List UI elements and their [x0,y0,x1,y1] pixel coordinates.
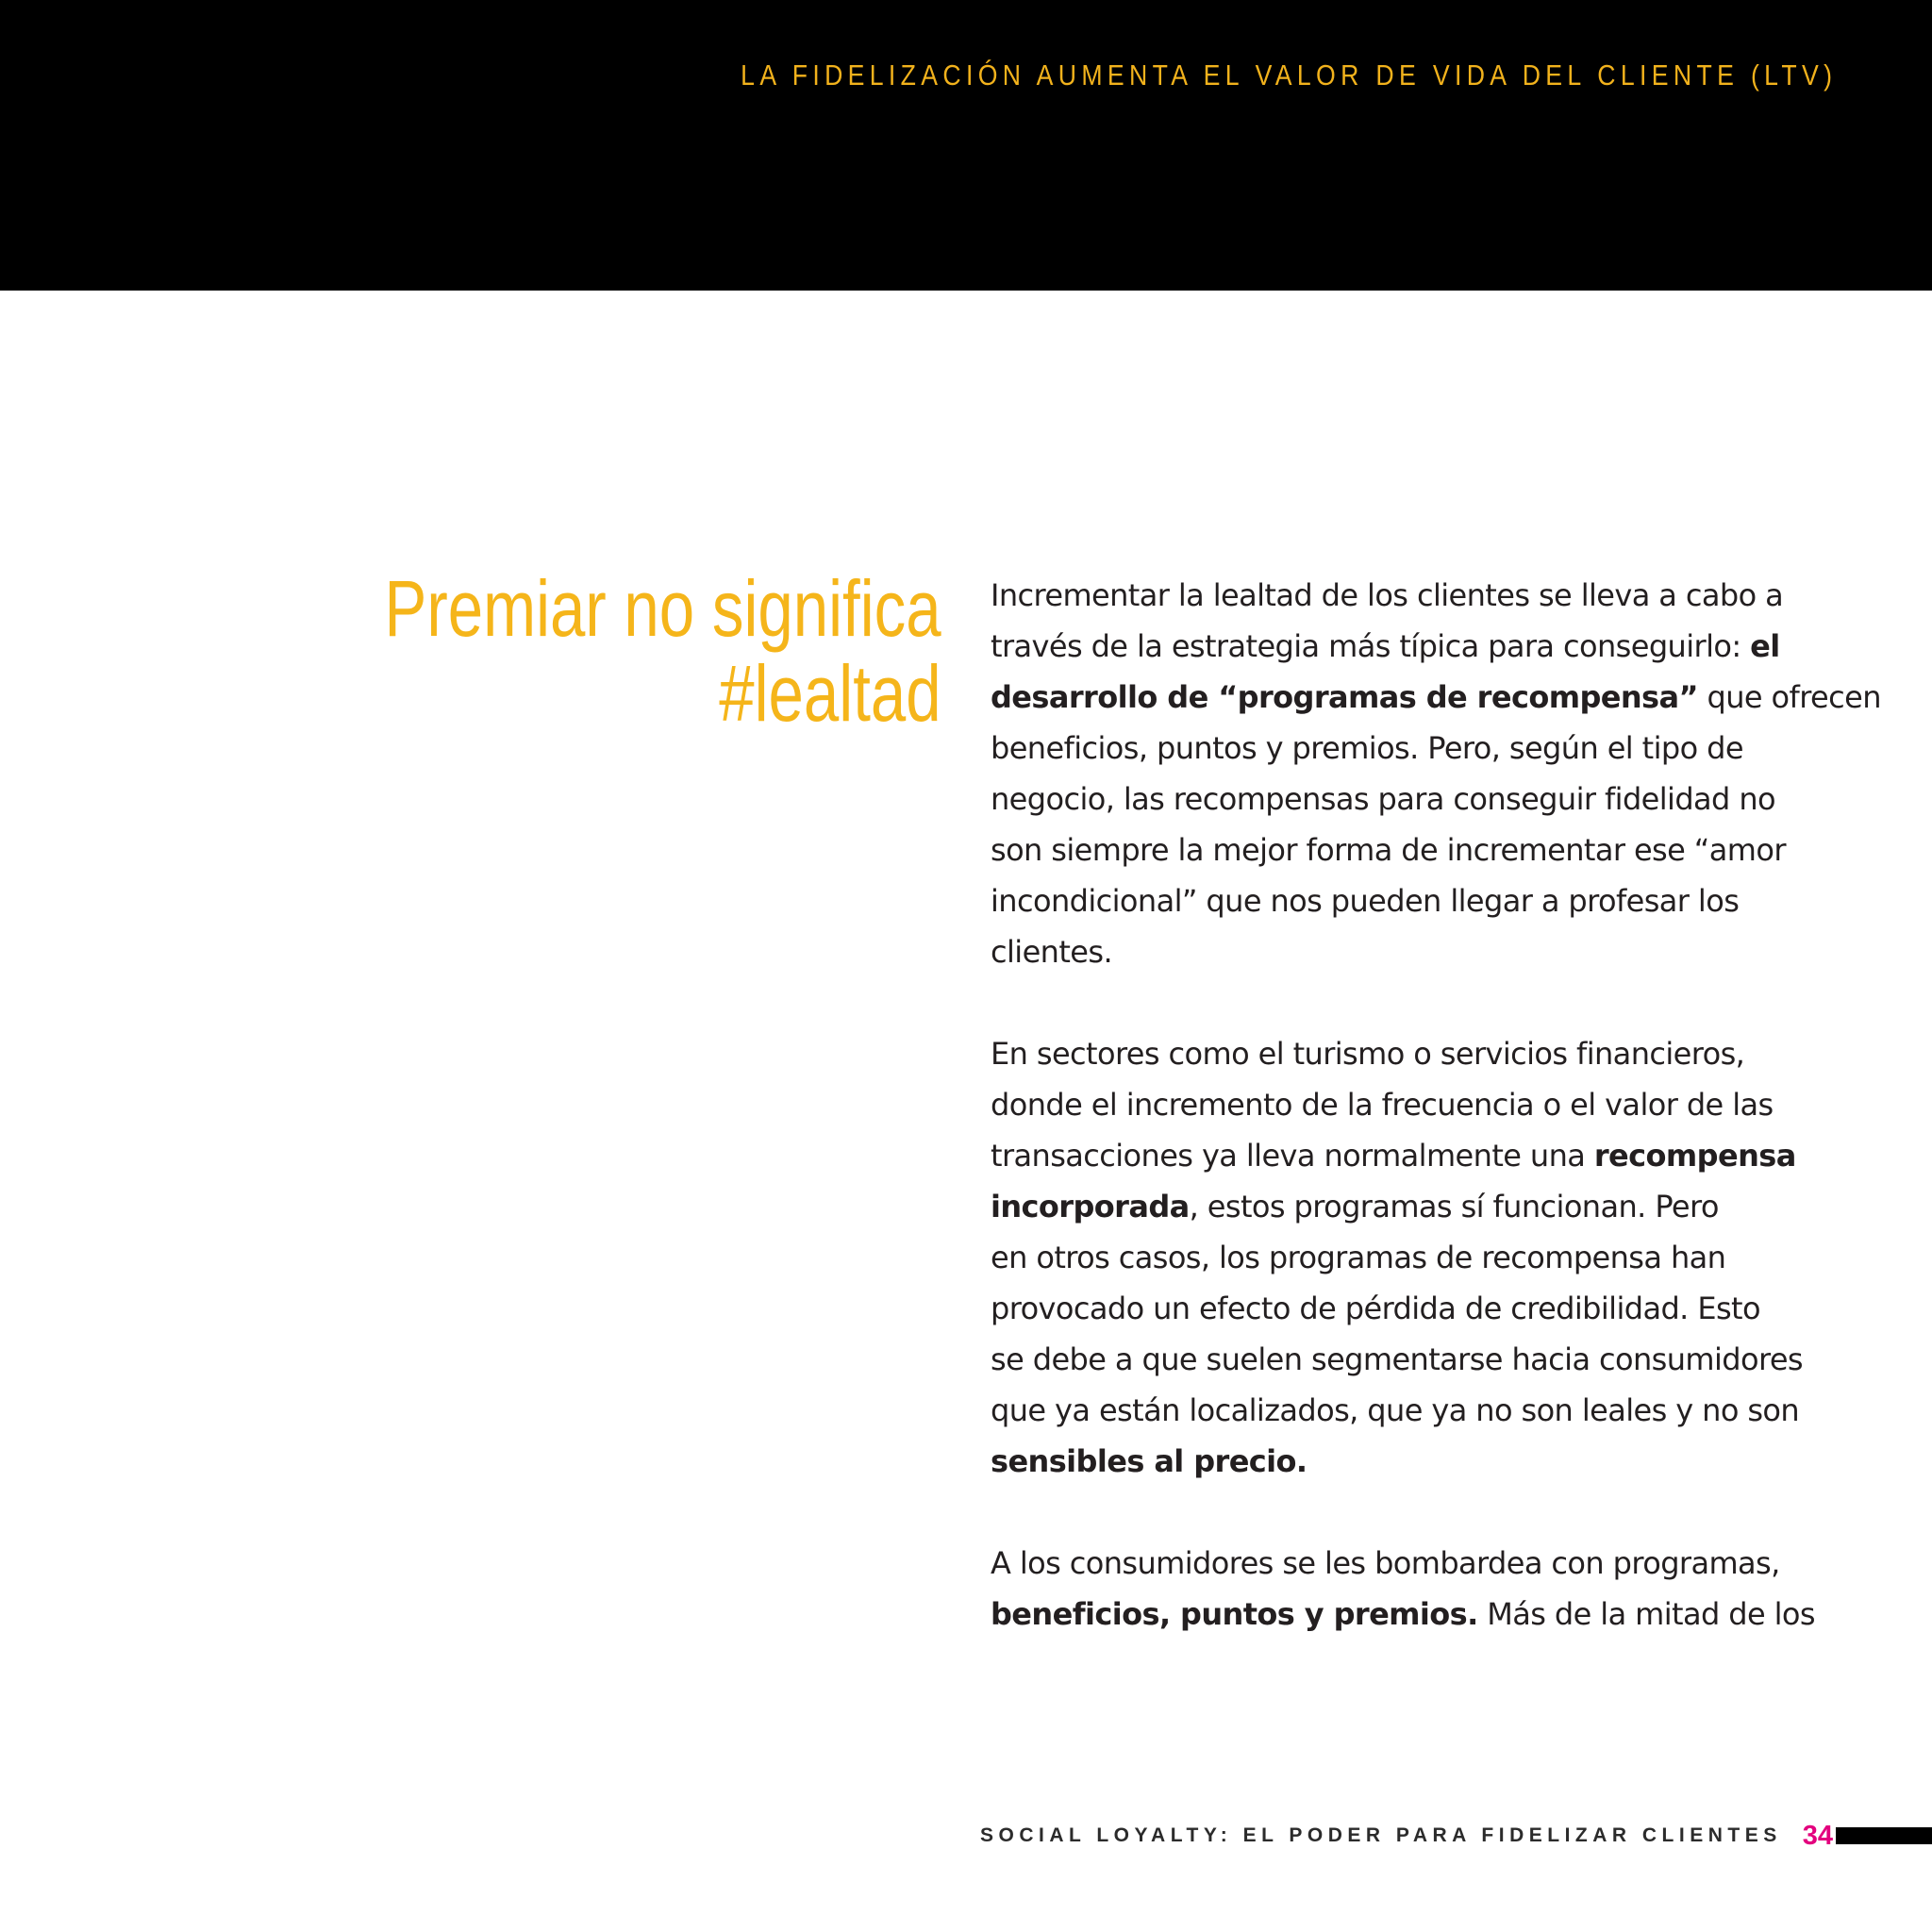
footer-bar [1836,1827,1932,1844]
text-run: A los consumidores se les bombardea con programas, [991,1545,1780,1581]
text-line [991,1283,1821,1334]
page-number: 34 [1802,1820,1833,1851]
bold-run: sensibles al precio. [991,1443,1307,1479]
page-footer [980,1817,1833,1855]
bold-run: recompensa [1593,1138,1796,1174]
section-header-title: LA FIDELIZACIÓN AUMENTA EL VALOR DE VIDA DEL CLIENTE (LTV) [740,58,1837,92]
text-line [991,1589,1821,1640]
text-line [991,1385,1821,1436]
text-line [991,1130,1821,1181]
text-line [991,1028,1821,1079]
text-run: Más de la mitad de los [1477,1596,1815,1632]
text-line [991,774,1821,824]
text-run: beneficios, puntos y premios. Pero, según el tipo de [991,730,1743,766]
body-text [991,570,1881,1690]
headline-line-1: Premiar no significa [384,564,941,653]
text-run: se debe a que suelen segmentarse hacia consumidores [991,1341,1803,1377]
text-line [991,1079,1821,1130]
text-run: incondicional” que nos pueden llegar a profesar los [991,883,1740,919]
text-run: que ofrecen [1697,679,1881,715]
text-run: en otros casos, los programas de recompensa han [991,1240,1726,1275]
paragraph-3 [991,1538,1821,1640]
footer-publication-title: SOCIAL LOYALTY: EL PODER PARA FIDELIZAR CLIENTES [980,1824,1782,1846]
bold-run: desarrollo de “programas de recompensa” [991,679,1698,715]
text-line [991,1181,1821,1232]
text-line [991,1436,1821,1487]
text-run: provocado un efecto de pérdida de credibilidad. Esto [991,1291,1760,1326]
text-line [991,824,1821,875]
paragraph-2 [991,1028,1821,1487]
pull-quote-headline [385,566,941,736]
bold-run: el [1750,628,1780,664]
headline-line-2: #lealtad [719,649,941,738]
text-run: negocio, las recompensas para conseguir fidelidad no [991,781,1775,817]
text-run: En sectores como el turismo o servicios financieros, [991,1036,1745,1072]
bold-run: incorporada [991,1189,1190,1224]
paragraph-1 [991,570,1881,977]
text-run: que ya están localizados, que ya no son leales y no son [991,1392,1800,1428]
text-line [991,875,1821,926]
text-run: donde el incremento de la frecuencia o el valor de las [991,1087,1774,1123]
text-run: transacciones ya lleva normalmente una [991,1138,1594,1174]
text-run: Incrementar la lealtad de los clientes se lleva a cabo a [991,577,1784,613]
text-run: clientes. [991,934,1113,970]
text-line [991,1538,1821,1589]
text-line [991,926,1821,977]
text-line [991,621,1821,672]
text-line [991,1334,1821,1385]
bold-run: beneficios, puntos y premios. [991,1596,1478,1632]
text-line [991,723,1821,774]
text-line [991,570,1821,621]
header-band [0,0,1932,291]
text-run: , estos programas sí funcionan. Pero [1189,1189,1719,1224]
text-run: través de la estrategia más típica para conseguirlo: [991,628,1751,664]
text-run: son siempre la mejor forma de incrementar ese “amor [991,832,1786,868]
text-line [991,1232,1821,1283]
text-line [991,672,1881,723]
